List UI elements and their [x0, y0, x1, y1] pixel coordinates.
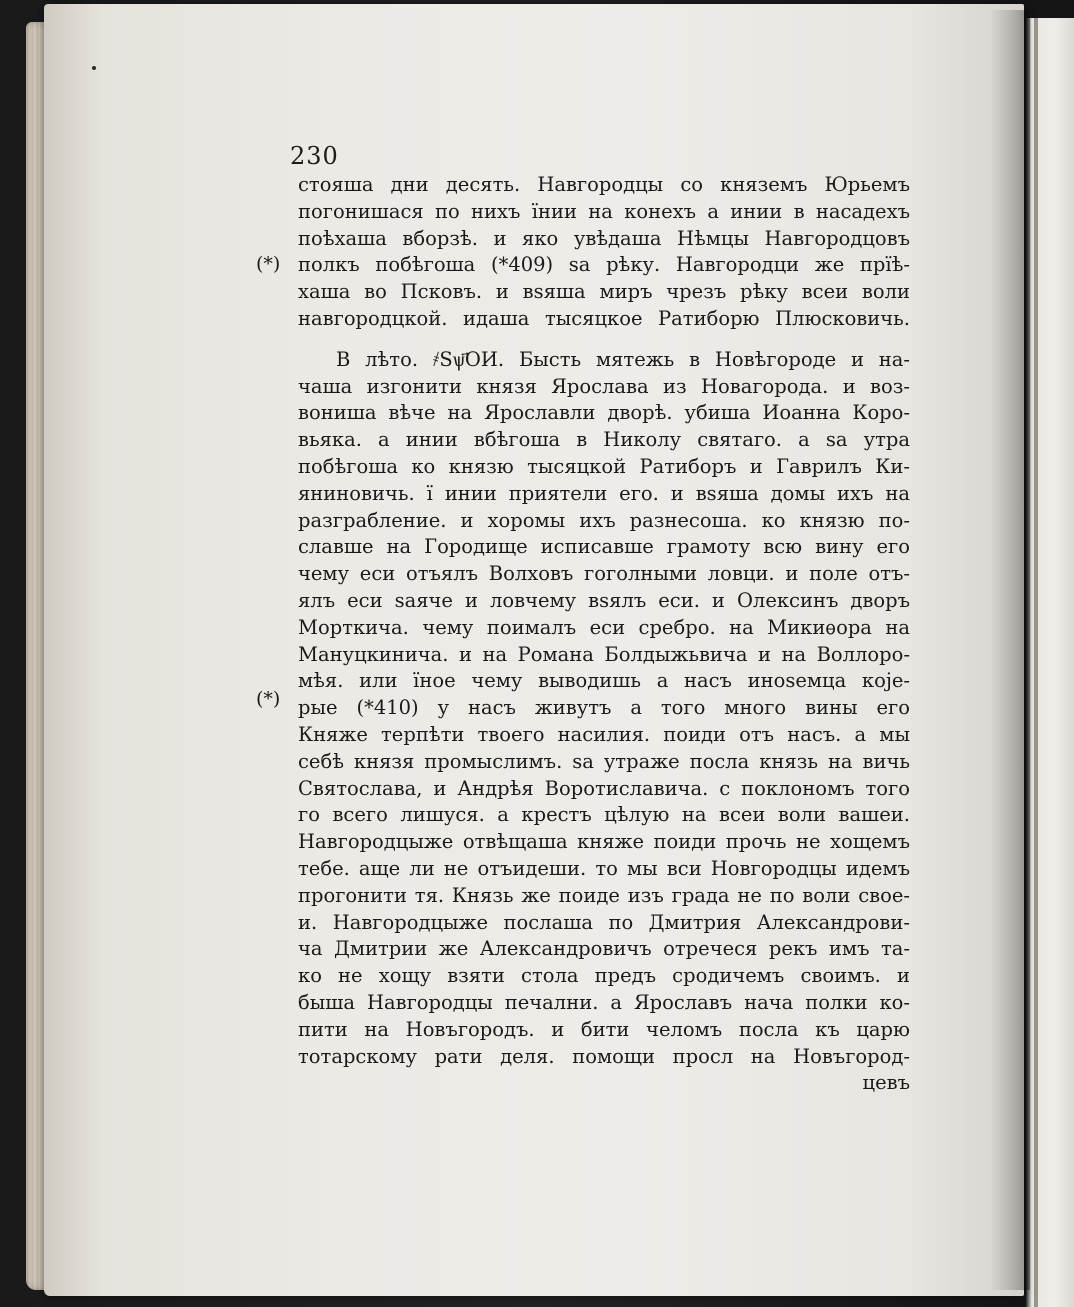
text-line: яниновичь. ї инии приятели его. и вѕяша домы ихъ на — [298, 481, 910, 505]
text-line: тотарскому рати деля. помощи просл на Новъгород- — [298, 1044, 910, 1068]
text-line: прогонити тя. Князь же поиде изъ града не по воли свое- — [298, 883, 910, 907]
text-line: рые (*410) у насъ живутъ а того много вины его — [298, 696, 910, 720]
paragraph-2 — [298, 347, 910, 1071]
text-line: и. Навгородцыже послаша по Дмитрия Александрови- — [298, 910, 910, 934]
text-line: ко не хощу взяти стола предъ сродичемъ своимъ. и — [298, 964, 910, 988]
text-line: Княже терпѣти твоего насилия. поиди отъ насъ. а мы — [298, 722, 910, 746]
text-line: мѣя. или їное чему выводишь а насъ иноѕемца које- — [298, 669, 910, 693]
text-line: погонишася по нихъ їнии на конехъ а инии в насадехъ — [298, 199, 910, 223]
text-line: вониша вѣче на Ярославли дворѣ. убиша Иоанна Коро- — [298, 401, 910, 425]
page-gutter-shadow — [990, 10, 1030, 1290]
text-line: го всего лишуся. а крестъ цѣлую на всеи воли вашеи. — [298, 803, 910, 827]
next-page-edge — [1026, 18, 1074, 1307]
text-line: ча Дмитрии же Александровичъ отречеся рекъ имъ та- — [298, 937, 910, 961]
text-line: хаша во Псковъ. и вѕяша миръ чрезъ рѣку всеи воли — [298, 280, 910, 304]
text-line: В лѣто. ҂Ѕѱ҃ОИ. Бысть мятежь в Новѣгороде и на- — [336, 347, 910, 371]
text-line: навгородцкой. идаша тысяцкое Ратиборю Плюсковичь. — [298, 306, 910, 330]
text-line: себѣ князя промыслимъ. ѕа утраже посла князь на вичь — [298, 749, 910, 773]
text-line: быша Навгородцы печални. а Ярославъ нача полки ко- — [298, 990, 910, 1014]
text-line: Святослава, и Андрѣя Воротиславича. с поклономъ того — [298, 776, 910, 800]
text-line: чаша изгонити князя Ярослава из Новагорода. и воз- — [298, 374, 910, 398]
text-line: Навгородцыже отвѣщаша княже поиди прочь не хощемъ — [298, 830, 910, 854]
page-number: 230 — [290, 142, 339, 170]
footnote-marker-410: (*) — [256, 688, 281, 710]
text-line: ялъ еси ѕаяче и ловчему вѕялъ еси. и Олексинъ дворъ — [298, 588, 910, 612]
paragraph-1 — [298, 172, 910, 333]
text-line: полкъ побѣгоша (*409) ѕа рѣку. Навгородци же прїѣ- — [298, 253, 910, 277]
footnote-marker-409: (*) — [256, 253, 281, 275]
text-line: Морткича. чему поималъ еси сребро. на Микиѳора на — [298, 615, 910, 639]
text-line: побѣгоша ко князю тысяцкой Ратиборъ и Гаврилъ Ки- — [298, 454, 910, 478]
text-line: пити на Новъгородъ. и бити челомъ посла къ царю — [298, 1017, 910, 1041]
text-line: Мануцкинича. и на Романа Болдыжьвича и на Воллоро- — [298, 642, 910, 666]
text-line: тебе. аще ли не отъидеши. то мы вси Новгородцы идемъ — [298, 856, 910, 880]
text-line: разграбление. и хоромы ихъ разнесоша. ко князю по- — [298, 508, 910, 532]
text-line: вьяка. а инии вбѣгоша в Николу святаго. а ѕа утра — [298, 428, 910, 452]
text-line: чему еси отъялъ Волховъ гоголными ловци. и поле отъ- — [298, 562, 910, 586]
text-block — [298, 172, 910, 1097]
text-line: поѣхаша вборзѣ. и яко увѣдаша Нѣмцы Навгородцовъ — [298, 226, 910, 250]
ink-speck — [92, 66, 96, 70]
text-line: славше на Городище исписавше грамоту всю вину его — [298, 535, 910, 559]
text-line: стояша дни десять. Навгородцы со княземъ Юрьемъ — [298, 173, 910, 196]
catchword: цевъ — [862, 1071, 910, 1095]
